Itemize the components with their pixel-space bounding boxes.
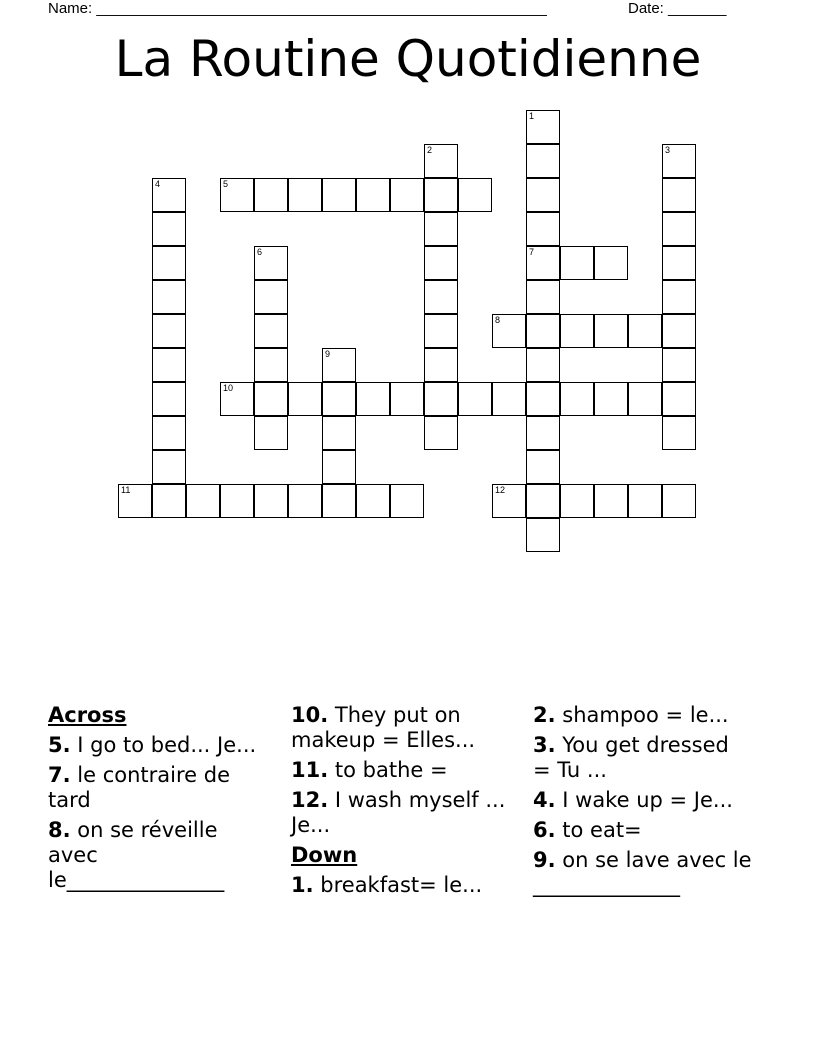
crossword-cell[interactable] (526, 178, 560, 212)
crossword-cell[interactable] (356, 382, 390, 416)
clue-across-7 (48, 763, 268, 813)
crossword-cell[interactable] (526, 518, 560, 552)
crossword-cell[interactable] (526, 382, 560, 416)
crossword-cell[interactable] (424, 382, 458, 416)
crossword-cell[interactable] (526, 280, 560, 314)
crossword-cell[interactable] (662, 144, 696, 178)
crossword-cell[interactable] (254, 416, 288, 450)
crossword-cell[interactable] (152, 314, 186, 348)
crossword-cell[interactable] (662, 484, 696, 518)
clue-text: to bathe = (328, 758, 448, 782)
crossword-cell[interactable] (356, 484, 390, 518)
cell-number: 7 (529, 247, 535, 257)
crossword-cell[interactable] (424, 246, 458, 280)
clue-text: breakfast= le... (313, 873, 483, 897)
clue-number: 8. (48, 818, 71, 842)
clue-across-8 (48, 818, 268, 893)
cell-number: 11 (121, 485, 131, 495)
crossword-cell[interactable] (560, 246, 594, 280)
crossword-cell[interactable] (390, 382, 424, 416)
clue-down-2 (533, 703, 753, 728)
crossword-cell[interactable] (254, 348, 288, 382)
crossword-cell[interactable] (560, 382, 594, 416)
clue-text: on se lave avec le ______________ (533, 848, 752, 897)
clues-column-1 (48, 703, 268, 898)
clues-column-2 (291, 703, 511, 903)
clue-text: You get dressed = Tu ... (533, 733, 729, 782)
crossword-cell[interactable] (356, 178, 390, 212)
crossword-cell[interactable] (118, 484, 152, 518)
crossword-cell[interactable] (152, 246, 186, 280)
clue-number: 10. (291, 703, 329, 727)
crossword-cell[interactable] (322, 450, 356, 484)
crossword-cell[interactable] (662, 314, 696, 348)
crossword-cell[interactable] (662, 416, 696, 450)
clue-text: I wake up = Je... (555, 788, 733, 812)
crossword-cell[interactable] (288, 382, 322, 416)
name-field-label: Name: ______________________________________________________ (48, 0, 547, 17)
clue-number: 3. (533, 733, 556, 757)
crossword-cell[interactable] (186, 484, 220, 518)
crossword-cell[interactable] (254, 246, 288, 280)
crossword-cell[interactable] (390, 178, 424, 212)
crossword-cell[interactable] (526, 484, 560, 518)
crossword-cell[interactable] (492, 484, 526, 518)
clue-down-1 (291, 873, 511, 898)
crossword-cell[interactable] (662, 348, 696, 382)
down-heading: Down (291, 843, 358, 867)
crossword-cell[interactable] (526, 110, 560, 144)
clue-text: on se réveille avec le_______________ (48, 818, 225, 892)
crossword-cell[interactable] (424, 144, 458, 178)
crossword-cell[interactable] (458, 178, 492, 212)
crossword-cell[interactable] (322, 382, 356, 416)
crossword-cell[interactable] (220, 382, 254, 416)
clue-down-3 (533, 733, 753, 783)
clue-across-5 (48, 733, 268, 758)
crossword-cell[interactable] (526, 314, 560, 348)
crossword-cell[interactable] (424, 212, 458, 246)
crossword-cell[interactable] (526, 212, 560, 246)
crossword-cell[interactable] (526, 144, 560, 178)
crossword-cell[interactable] (526, 450, 560, 484)
crossword-cell[interactable] (424, 348, 458, 382)
crossword-cell[interactable] (526, 348, 560, 382)
cell-number: 12 (495, 485, 506, 495)
crossword-cell[interactable] (390, 484, 424, 518)
crossword-cell[interactable] (322, 178, 356, 212)
clue-text: They put on makeup = Elles... (291, 703, 476, 752)
clue-number: 1. (291, 873, 314, 897)
crossword-cell[interactable] (526, 246, 560, 280)
crossword-cell[interactable] (322, 484, 356, 518)
clue-number: 2. (533, 703, 556, 727)
crossword-cell[interactable] (424, 178, 458, 212)
clue-number: 7. (48, 763, 71, 787)
crossword-cell[interactable] (322, 416, 356, 450)
clue-text: I go to bed... Je... (70, 733, 257, 757)
crossword-cell[interactable] (492, 314, 526, 348)
cell-number: 6 (257, 247, 263, 257)
cell-number: 8 (495, 315, 501, 325)
clue-number: 4. (533, 788, 556, 812)
crossword-cell[interactable] (152, 212, 186, 246)
cell-number: 2 (427, 145, 433, 155)
crossword-cell[interactable] (254, 280, 288, 314)
cell-number: 9 (325, 349, 331, 359)
cell-number: 5 (223, 179, 229, 189)
crossword-cell[interactable] (220, 178, 254, 212)
clue-across-12 (291, 788, 511, 838)
crossword-cell[interactable] (594, 484, 628, 518)
crossword-cell[interactable] (254, 484, 288, 518)
crossword-cell[interactable] (560, 314, 594, 348)
clues-column-3 (533, 703, 753, 903)
crossword-cell[interactable] (152, 382, 186, 416)
crossword-cell[interactable] (492, 382, 526, 416)
crossword-cell[interactable] (220, 484, 254, 518)
cell-number: 1 (529, 111, 535, 121)
cell-number: 4 (155, 179, 161, 189)
date-field-label: Date: _______ (628, 0, 727, 17)
crossword-cell[interactable] (458, 382, 492, 416)
crossword-cell[interactable] (628, 484, 662, 518)
cell-number: 10 (223, 383, 234, 393)
clue-number: 11. (291, 758, 329, 782)
crossword-cell[interactable] (424, 314, 458, 348)
crossword-cell[interactable] (662, 382, 696, 416)
crossword-cell[interactable] (254, 382, 288, 416)
clue-number: 5. (48, 733, 71, 757)
crossword-cell[interactable] (152, 178, 186, 212)
crossword-cell[interactable] (662, 280, 696, 314)
crossword-cell[interactable] (594, 246, 628, 280)
clue-text: le contraire de tard (48, 763, 230, 812)
clue-text: to eat= (555, 818, 642, 842)
crossword-cell[interactable] (594, 314, 628, 348)
page-title: La Routine Quotidienne (114, 30, 702, 88)
crossword-cell[interactable] (288, 178, 322, 212)
clue-down-9 (533, 848, 753, 898)
crossword-cell[interactable] (254, 314, 288, 348)
crossword-cell[interactable] (152, 484, 186, 518)
clue-number: 12. (291, 788, 329, 812)
clue-across-10 (291, 703, 511, 753)
crossword-cell[interactable] (152, 280, 186, 314)
crossword-cell[interactable] (288, 484, 322, 518)
clue-down-6 (533, 818, 753, 843)
crossword-cell[interactable] (628, 382, 662, 416)
crossword-cell[interactable] (424, 280, 458, 314)
cell-number: 3 (665, 145, 671, 155)
crossword-cell[interactable] (526, 416, 560, 450)
crossword-cell[interactable] (594, 382, 628, 416)
crossword-cell[interactable] (662, 246, 696, 280)
crossword-cell[interactable] (628, 314, 662, 348)
clue-number: 6. (533, 818, 556, 842)
crossword-cell[interactable] (424, 416, 458, 450)
crossword-cell[interactable] (560, 484, 594, 518)
clue-text: shampoo = le... (555, 703, 729, 727)
crossword-cell[interactable] (662, 178, 696, 212)
clue-number: 9. (533, 848, 556, 872)
crossword-cell[interactable] (662, 212, 696, 246)
clue-across-11 (291, 758, 511, 783)
across-heading: Across (48, 703, 127, 727)
crossword-cell[interactable] (322, 348, 356, 382)
clue-text: I wash myself ... Je... (291, 788, 506, 837)
clue-down-4 (533, 788, 753, 813)
crossword-cell[interactable] (152, 348, 186, 382)
crossword-cell[interactable] (152, 450, 186, 484)
crossword-cell[interactable] (152, 416, 186, 450)
crossword-cell[interactable] (254, 178, 288, 212)
